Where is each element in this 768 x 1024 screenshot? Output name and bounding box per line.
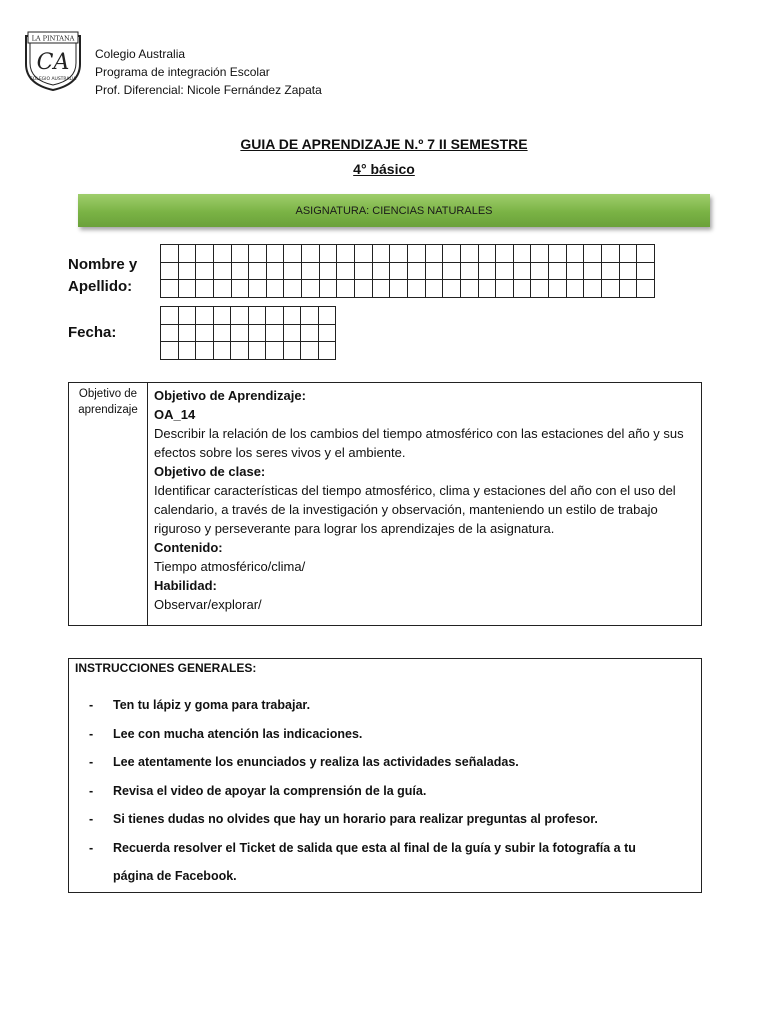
grid-cell[interactable] <box>620 245 638 263</box>
grid-cell[interactable] <box>302 280 320 298</box>
grid-cell[interactable] <box>161 307 179 325</box>
grid-cell[interactable] <box>249 280 267 298</box>
grid-cell[interactable] <box>496 280 514 298</box>
grid-cell[interactable] <box>232 245 250 263</box>
grid-cell[interactable] <box>320 245 338 263</box>
grid-cell[interactable] <box>584 245 602 263</box>
grid-cell[interactable] <box>284 263 302 281</box>
grid-cell[interactable] <box>637 263 655 281</box>
grid-cell[interactable] <box>443 245 461 263</box>
grid-cell[interactable] <box>461 245 479 263</box>
school-name: Colegio Australia <box>95 47 186 61</box>
subject-label: ASIGNATURA: CIENCIAS NATURALES <box>295 204 493 217</box>
learning-objective-heading: Objetivo de Aprendizaje: <box>154 388 306 403</box>
grid-cell[interactable] <box>620 280 638 298</box>
grid-cell[interactable] <box>284 342 302 360</box>
school-info <box>95 45 322 99</box>
grid-cell[interactable] <box>161 280 179 298</box>
grid-cell[interactable] <box>231 307 249 325</box>
grid-cell[interactable] <box>179 325 197 343</box>
grid-cell[interactable] <box>637 245 655 263</box>
grid-cell[interactable] <box>161 342 179 360</box>
date-label: Fecha: <box>68 324 117 341</box>
grid-cell[interactable] <box>549 263 567 281</box>
grid-cell[interactable] <box>196 280 214 298</box>
grid-cell[interactable] <box>249 245 267 263</box>
grid-cell[interactable] <box>514 263 532 281</box>
content-heading: Contenido: <box>154 540 223 555</box>
grid-cell[interactable] <box>373 280 391 298</box>
instruction-item: - Lee con mucha atención las indicaciones. <box>89 720 671 749</box>
grid-cell[interactable] <box>602 263 620 281</box>
grid-cell[interactable] <box>301 342 319 360</box>
grid-cell[interactable] <box>549 245 567 263</box>
class-objective-heading: Objetivo de clase: <box>154 464 266 479</box>
name-label-line1: Nombre y <box>68 256 138 273</box>
grid-cell[interactable] <box>637 280 655 298</box>
instruction-item: - Revisa el video de apoyar la comprensión de la guía. <box>89 777 671 806</box>
grid-cell[interactable] <box>496 263 514 281</box>
grid-cell[interactable] <box>549 280 567 298</box>
grid-cell[interactable] <box>266 325 284 343</box>
grid-cell[interactable] <box>461 280 479 298</box>
grid-cell[interactable] <box>620 263 638 281</box>
logo-top-text: LA PINTANA <box>31 34 75 43</box>
grid-cell[interactable] <box>443 280 461 298</box>
learning-objective-text: Describir la relación de los cambios del tiempo atmosférico con las estaciones del año y sus efectos sobre los seres vivos y el ambiente. <box>154 426 684 460</box>
grid-cell[interactable] <box>514 245 532 263</box>
grid-cell[interactable] <box>249 307 267 325</box>
grid-cell[interactable] <box>531 280 549 298</box>
grid-cell[interactable] <box>196 325 214 343</box>
grid-cell[interactable] <box>179 307 197 325</box>
class-objective-text: Identificar características del tiempo atmosférico, clima y estaciones del año con el uso del calendario, a través de la investigación y observación, manteniendo un estilo de trabajo riguroso y perseverante para lograr los aprendizajes de la asignatura. <box>154 483 676 536</box>
grid-cell[interactable] <box>284 307 302 325</box>
grid-cell[interactable] <box>302 245 320 263</box>
grid-cell[interactable] <box>214 342 232 360</box>
page-title: GUIA DE APRENDIZAJE N.º 7 II SEMESTRE <box>240 136 528 152</box>
grid-cell[interactable] <box>426 280 444 298</box>
grid-cell[interactable] <box>319 325 337 343</box>
grid-cell[interactable] <box>214 307 232 325</box>
grid-cell[interactable] <box>355 263 373 281</box>
grid-cell[interactable] <box>567 280 585 298</box>
grid-cell[interactable] <box>161 245 179 263</box>
grid-cell[interactable] <box>179 342 197 360</box>
objectives-table <box>68 382 702 626</box>
grid-cell[interactable] <box>232 280 250 298</box>
grid-cell[interactable] <box>214 263 232 281</box>
grid-cell[interactable] <box>531 263 549 281</box>
grid-cell[interactable] <box>514 280 532 298</box>
grid-cell[interactable] <box>320 280 338 298</box>
program-name: Programa de integración Escolar <box>95 65 270 79</box>
grid-cell[interactable] <box>319 342 337 360</box>
grid-cell[interactable] <box>232 263 250 281</box>
instructions-heading: INSTRUCCIONES GENERALES: <box>75 661 257 675</box>
objective-code: OA_14 <box>154 407 196 422</box>
grid-cell[interactable] <box>267 245 285 263</box>
grid-cell[interactable] <box>161 325 179 343</box>
instruction-item: - Recuerda resolver el Ticket de salida que esta al final de la guía y subir la fotografía a tu página de Facebook. <box>89 834 671 891</box>
content-text: Tiempo atmosférico/clima/ <box>154 559 306 574</box>
grid-cell[interactable] <box>196 307 214 325</box>
grid-cell[interactable] <box>284 245 302 263</box>
grid-cell[interactable] <box>196 342 214 360</box>
grid-cell[interactable] <box>231 342 249 360</box>
grid-cell[interactable] <box>267 263 285 281</box>
grid-cell[interactable] <box>337 263 355 281</box>
grid-cell[interactable] <box>284 280 302 298</box>
grid-cell[interactable] <box>602 280 620 298</box>
name-grid[interactable] <box>160 244 655 298</box>
grid-cell[interactable] <box>443 263 461 281</box>
school-logo <box>20 30 86 92</box>
grid-cell[interactable] <box>179 280 197 298</box>
grid-cell[interactable] <box>214 325 232 343</box>
name-label <box>68 254 137 298</box>
date-grid[interactable] <box>160 306 336 360</box>
logo-initials: CA <box>36 50 70 75</box>
objectives-label-line1: Objetivo de <box>78 388 138 400</box>
grid-cell[interactable] <box>602 245 620 263</box>
grid-cell[interactable] <box>319 307 337 325</box>
grid-cell[interactable] <box>301 307 319 325</box>
name-label-line2: Apellido: <box>68 278 133 295</box>
grid-cell[interactable] <box>179 263 197 281</box>
objectives-label-cell <box>69 383 148 625</box>
grid-cell[interactable] <box>266 342 284 360</box>
grid-cell[interactable] <box>249 263 267 281</box>
grid-cell[interactable] <box>584 263 602 281</box>
grid-cell[interactable] <box>214 280 232 298</box>
grid-cell[interactable] <box>567 245 585 263</box>
grid-cell[interactable] <box>337 245 355 263</box>
grid-cell[interactable] <box>373 263 391 281</box>
grid-cell[interactable] <box>231 325 249 343</box>
grid-cell[interactable] <box>408 263 426 281</box>
grid-cell[interactable] <box>390 280 408 298</box>
grid-cell[interactable] <box>390 245 408 263</box>
grid-cell[interactable] <box>426 263 444 281</box>
grid-cell[interactable] <box>196 245 214 263</box>
grid-cell[interactable] <box>266 307 284 325</box>
grid-cell[interactable] <box>531 245 549 263</box>
grid-cell[interactable] <box>161 263 179 281</box>
logo-bottom-text: COLEGIO AUSTRALIA <box>29 77 77 82</box>
grid-cell[interactable] <box>496 245 514 263</box>
grid-cell[interactable] <box>479 245 497 263</box>
instruction-item: - Si tienes dudas no olvides que hay un horario para realizar preguntas al profesor. <box>89 805 671 834</box>
grid-cell[interactable] <box>426 245 444 263</box>
skill-text: Observar/explorar/ <box>154 597 262 612</box>
grid-cell[interactable] <box>461 263 479 281</box>
grid-cell[interactable] <box>249 342 267 360</box>
grid-cell[interactable] <box>408 245 426 263</box>
instruction-item: - Lee atentamente los enunciados y realiza las actividades señaladas. <box>89 748 671 777</box>
grid-cell[interactable] <box>337 280 355 298</box>
objectives-content <box>148 383 701 625</box>
grid-cell[interactable] <box>390 263 408 281</box>
objectives-label-line2: aprendizaje <box>78 404 138 416</box>
instructions-box <box>68 658 702 893</box>
grid-cell[interactable] <box>479 263 497 281</box>
subject-banner <box>78 194 710 227</box>
grid-cell[interactable] <box>320 263 338 281</box>
grid-cell[interactable] <box>355 280 373 298</box>
instructions-list <box>89 691 671 891</box>
grid-cell[interactable] <box>567 263 585 281</box>
teacher-name: Prof. Diferencial: Nicole Fernández Zapata <box>95 83 322 97</box>
grid-cell[interactable] <box>249 325 267 343</box>
grid-cell[interactable] <box>408 280 426 298</box>
instruction-item: - Ten tu lápiz y goma para trabajar. <box>89 691 671 720</box>
grid-cell[interactable] <box>179 245 197 263</box>
skill-heading: Habilidad: <box>154 578 217 593</box>
grid-cell[interactable] <box>284 325 302 343</box>
grid-cell[interactable] <box>196 263 214 281</box>
grade-level: 4° básico <box>353 161 415 177</box>
grid-cell[interactable] <box>214 245 232 263</box>
grid-cell[interactable] <box>373 245 391 263</box>
grid-cell[interactable] <box>301 325 319 343</box>
grid-cell[interactable] <box>267 280 285 298</box>
grid-cell[interactable] <box>479 280 497 298</box>
grid-cell[interactable] <box>584 280 602 298</box>
grid-cell[interactable] <box>355 245 373 263</box>
grid-cell[interactable] <box>302 263 320 281</box>
